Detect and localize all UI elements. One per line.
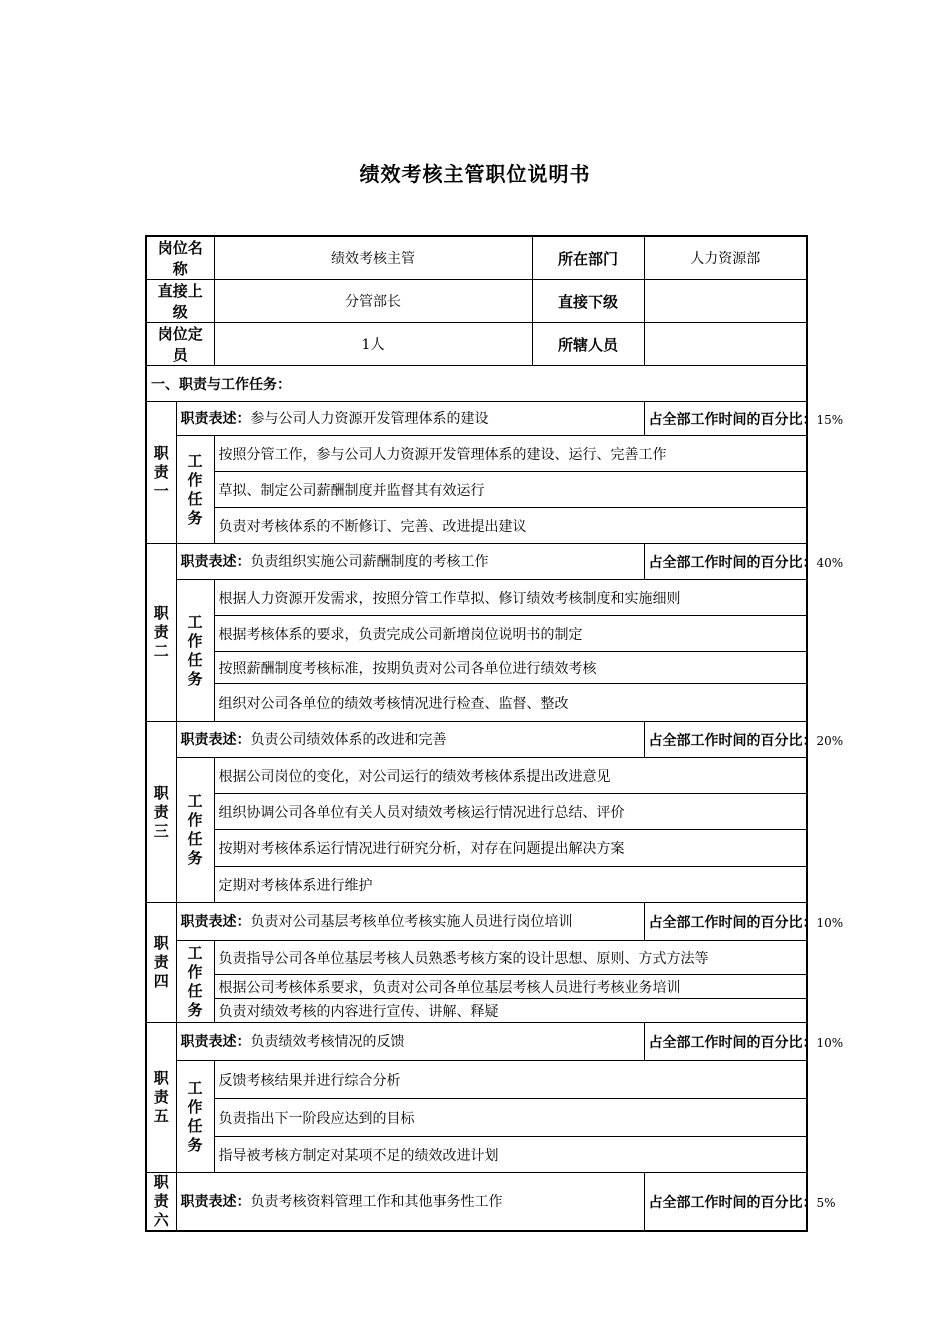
pct-value: 10% [816, 1035, 844, 1050]
task-row [146, 580, 807, 616]
task-label [176, 941, 214, 1023]
task-label-text: 工作任务 [187, 792, 203, 867]
duty-name-text: 职责一 [153, 444, 169, 500]
task-item: 根据人力资源开发需求，按照分管工作草拟、修订绩效考核制度和实施细则 [214, 580, 807, 616]
info-row [146, 236, 807, 280]
task-label [176, 1061, 214, 1173]
duty-desc-text: 负责组织实施公司薪酬制度的考核工作 [250, 553, 489, 570]
task-row [146, 830, 807, 867]
duty-name [146, 1173, 176, 1232]
task-row [146, 975, 807, 999]
task-row [146, 1061, 807, 1099]
task-row [146, 472, 807, 508]
pct-value: 20% [816, 733, 844, 748]
section-row [146, 366, 807, 402]
duty-desc-text: 负责对公司基层考核单位考核实施人员进行岗位培训 [250, 913, 573, 930]
duty-desc-label: 职责表述： [180, 553, 251, 570]
task-item: 组织协调公司各单位有关人员对绩效考核运行情况进行总结、评价 [214, 794, 807, 830]
duty-desc-row [146, 722, 807, 758]
task-label [176, 758, 214, 903]
page-title: 绩效考核主管职位说明书 [359, 162, 591, 186]
duty-description [176, 722, 644, 758]
task-row [146, 1137, 807, 1173]
duty-name-text: 职责六 [153, 1173, 169, 1229]
task-item: 按期对考核体系运行情况进行研究分析，对存在问题提出解决方案 [214, 830, 807, 867]
duty-desc-label: 职责表述： [180, 913, 251, 930]
duty-desc-label: 职责表述： [180, 1033, 251, 1050]
duty-desc-row [146, 544, 807, 580]
duty-description [176, 544, 644, 580]
duty-name-text: 职责二 [153, 604, 169, 660]
task-item: 根据公司岗位的变化，对公司运行的绩效考核体系提出改进意见 [214, 758, 807, 794]
pct-label: 占全部工作时间的百分比： [648, 554, 817, 571]
pct-label: 占全部工作时间的百分比： [648, 1194, 817, 1211]
task-item: 按照分管工作，参与公司人力资源开发管理体系的建设、运行、完善工作 [214, 436, 807, 472]
duty-description [176, 402, 644, 436]
duty-name-text: 职责五 [153, 1069, 169, 1125]
duty-name [146, 402, 176, 544]
duty-percentage [644, 1023, 844, 1061]
pct-label: 占全部工作时间的百分比： [648, 732, 817, 749]
task-label [176, 436, 214, 544]
task-row [146, 1099, 807, 1137]
task-item: 组织对公司各单位的绩效考核情况进行检查、监督、整改 [214, 684, 807, 722]
task-item: 根据公司考核体系要求，负责对公司各单位基层考核人员进行考核业务培训 [214, 975, 807, 999]
duty-percentage [644, 402, 844, 436]
duty-name-text: 职责四 [153, 934, 169, 990]
task-item: 负责对绩效考核的内容进行宣传、讲解、释疑 [214, 999, 807, 1023]
pct-value: 15% [816, 412, 844, 427]
task-item: 指导被考核方制定对某项不足的绩效改进计划 [214, 1137, 807, 1173]
managed-value [644, 323, 807, 366]
task-item: 按照薪酬制度考核标准，按期负责对公司各单位进行绩效考核 [214, 652, 807, 684]
duty-name [146, 903, 176, 1023]
managed-label: 所辖人员 [532, 323, 644, 366]
duty-desc-label: 职责表述： [180, 1193, 251, 1210]
duty-description [176, 903, 644, 941]
pct-value: 40% [816, 555, 844, 570]
task-label-text: 工作任务 [187, 943, 203, 1019]
info-row [146, 280, 807, 323]
pct-label: 占全部工作时间的百分比： [648, 1034, 817, 1051]
task-row [146, 758, 807, 794]
task-row [146, 999, 807, 1023]
post-name-value: 绩效考核主管 [214, 236, 532, 280]
task-row [146, 867, 807, 903]
info-row [146, 323, 807, 366]
dept-label: 所在部门 [532, 236, 644, 280]
task-label [176, 580, 214, 722]
duty-name-text: 职责三 [153, 783, 169, 840]
pct-value: 10% [816, 915, 844, 930]
job-description-table [145, 235, 844, 1232]
duty-desc-text: 负责考核资料管理工作和其他事务性工作 [250, 1193, 503, 1210]
duty-desc-text: 参与公司人力资源开发管理体系的建设 [250, 410, 489, 427]
duty-desc-text: 负责绩效考核情况的反馈 [250, 1033, 405, 1050]
duty-desc-row [146, 1023, 807, 1061]
pct-label: 占全部工作时间的百分比： [648, 914, 817, 931]
section-title: 一、职责与工作任务： [146, 366, 807, 402]
task-item: 负责指出下一阶段应达到的目标 [214, 1099, 807, 1137]
duty-description [176, 1173, 644, 1232]
subordinate-value [644, 280, 807, 323]
task-item: 负责指导公司各单位基层考核人员熟悉考核方案的设计思想、原则、方式方法等 [214, 941, 807, 975]
task-item: 负责对考核体系的不断修订、完善、改进提出建议 [214, 508, 807, 544]
subordinate-label: 直接下级 [532, 280, 644, 323]
duty-desc-row [146, 1173, 807, 1232]
task-item: 草拟、制定公司薪酬制度并监督其有效运行 [214, 472, 807, 508]
duty-name [146, 544, 176, 722]
pct-value: 5% [816, 1195, 836, 1210]
duty-percentage [644, 903, 844, 941]
task-label-text: 工作任务 [187, 1078, 203, 1154]
task-row [146, 652, 807, 684]
task-row [146, 436, 807, 472]
task-label-text: 工作任务 [187, 612, 203, 688]
task-item: 根据考核体系的要求，负责完成公司新增岗位说明书的制定 [214, 616, 807, 652]
duty-desc-label: 职责表述： [180, 410, 251, 427]
duty-description [176, 1023, 644, 1061]
task-item: 定期对考核体系进行维护 [214, 867, 807, 903]
task-row [146, 508, 807, 544]
post-name-label: 岗位名称 [146, 236, 214, 280]
headcount-label: 岗位定员 [146, 323, 214, 366]
duty-desc-label: 职责表述： [180, 731, 251, 748]
task-row [146, 794, 807, 830]
duty-percentage [644, 722, 844, 758]
task-row [146, 616, 807, 652]
duty-percentage [644, 1173, 836, 1232]
duty-percentage [644, 544, 844, 580]
task-row [146, 941, 807, 975]
task-row [146, 684, 807, 722]
superior-value: 分管部长 [214, 280, 532, 323]
task-item: 反馈考核结果并进行综合分析 [214, 1061, 807, 1099]
duty-desc-row [146, 903, 807, 941]
superior-label: 直接上级 [146, 280, 214, 323]
duty-desc-row [146, 402, 807, 436]
duty-name [146, 722, 176, 903]
task-label-text: 工作任务 [187, 451, 203, 527]
duty-name [146, 1023, 176, 1173]
duty-desc-text: 负责公司绩效体系的改进和完善 [250, 731, 447, 748]
dept-value: 人力资源部 [644, 236, 807, 280]
pct-label: 占全部工作时间的百分比： [648, 411, 817, 428]
headcount-value: 1人 [214, 323, 532, 366]
